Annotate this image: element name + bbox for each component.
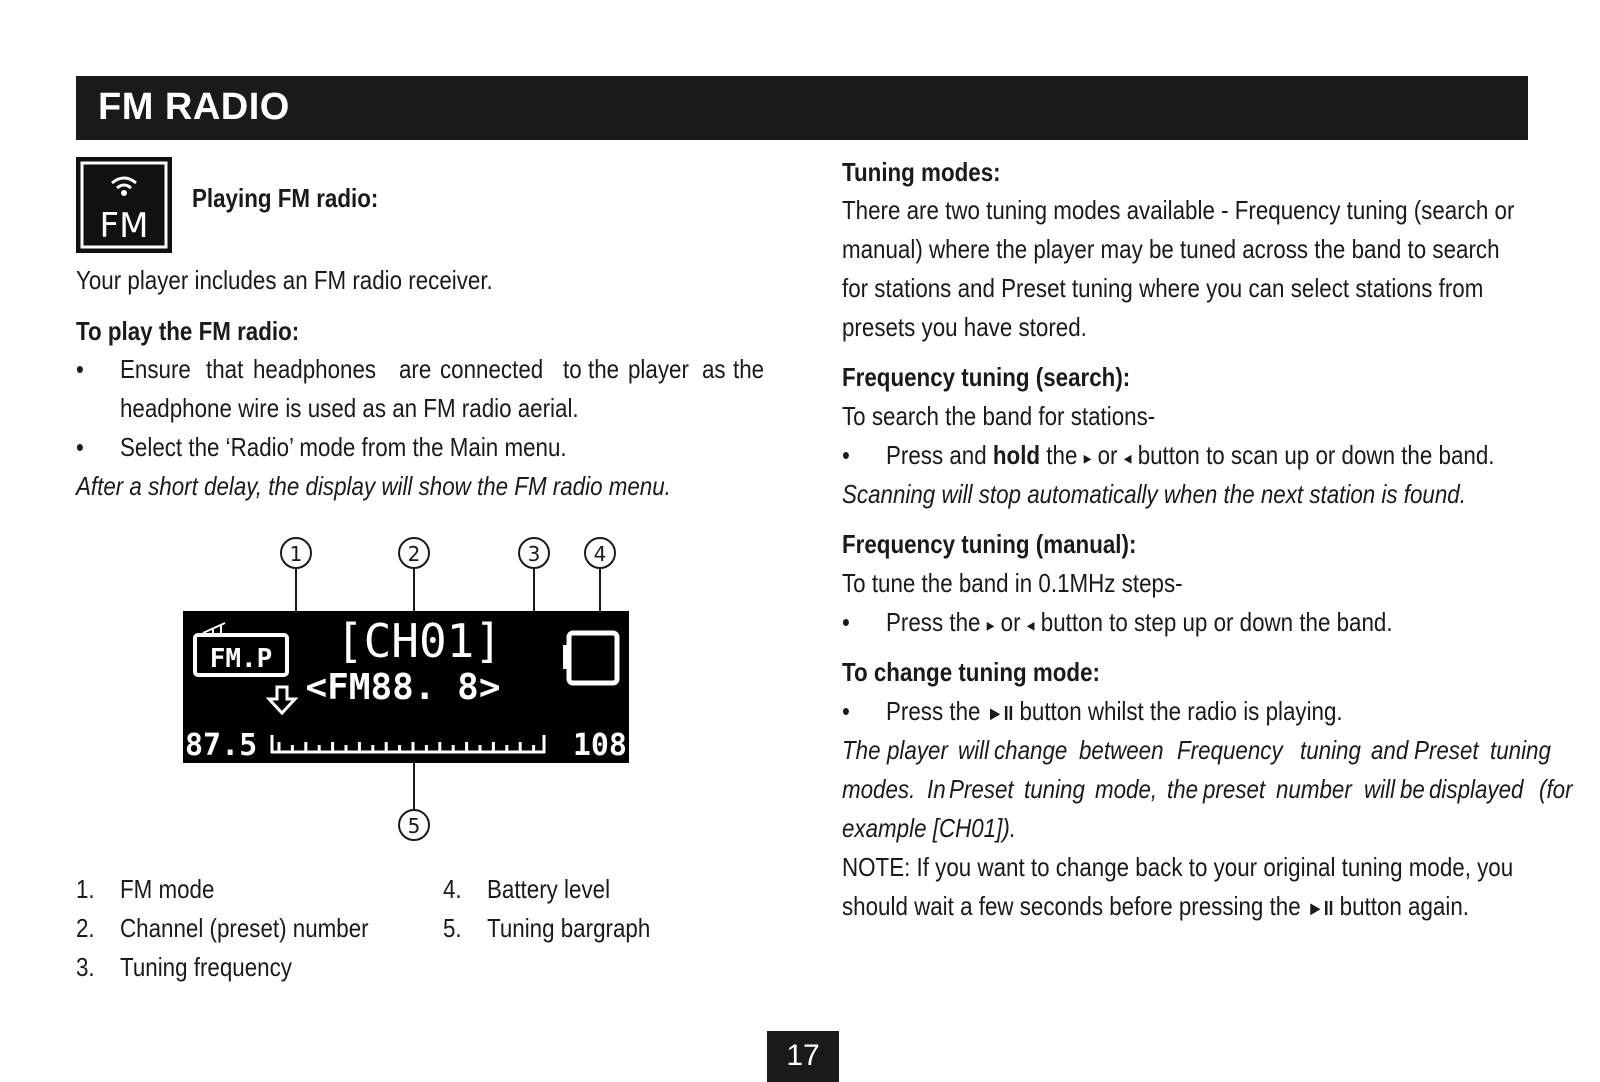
callout-2 [399,538,429,614]
bullet-marker: • [842,440,850,470]
word: are [399,354,432,384]
text: or [1091,440,1124,470]
callout-5 [399,755,429,840]
text: Press the [886,696,987,726]
band-max-label: 108 [572,728,627,763]
fm-mode-text: FM.P [209,644,273,674]
search-bullet [886,436,1494,478]
word: change [993,735,1068,765]
legend-num: 5. [443,913,462,943]
word: tuning [1489,735,1551,765]
word: modes. [842,774,916,804]
bullet-marker: • [76,354,84,384]
legend-label-bargraph: Tuning bargraph [487,913,651,943]
word: to [563,354,582,384]
bullet-marker: • [76,432,84,462]
word: Preset [1414,735,1480,765]
note-line2 [842,887,1469,929]
tuning-modes-line: manual) where the player may be tuned across the band to search [842,234,1500,264]
text: button whilst the radio is playing. [1013,696,1343,726]
legend-num: 2. [76,913,95,943]
tuning-pointer-arrow-icon [269,687,295,713]
lcd-graphic [183,611,629,763]
text: button to scan up or down the band. [1131,440,1495,470]
battery-icon [563,633,617,683]
legend-label-fm-mode: FM mode [120,874,215,904]
manual-intro: To tune the band in 0.1MHz steps- [842,568,1183,598]
after-delay-note: After a short delay, the display will show the FM radio menu. [76,471,671,501]
prev-icon: ◂ [1026,615,1035,635]
word: Ensure [120,354,191,384]
fm-icon-graphic [76,157,172,253]
change-mode-bullet [886,692,1343,734]
text: should wait a few seconds before pressing the [842,891,1307,921]
word: will [957,735,989,765]
word: Frequency [1177,735,1284,765]
manual-bullet [886,603,1393,645]
word: (for [1538,774,1573,804]
search-heading: Frequency tuning (search): [842,362,1131,392]
legend-label-channel: Channel (preset) number [120,913,369,943]
prev-icon: ◂ [1123,448,1132,468]
play-pause-icon: ►II [1306,898,1334,920]
word: will [1363,774,1395,804]
word: player [886,735,948,765]
word: headphones [252,354,376,384]
word: the [732,354,765,384]
intro-text: Your player includes an FM radio receiver. [76,265,493,295]
word: displayed [1428,774,1524,804]
lcd-display [183,611,629,763]
play-pause-icon: ►II [986,703,1014,725]
word: connected [439,354,544,384]
word: preset [1203,774,1266,804]
search-note: Scanning will stop automatically when the next station is found. [842,479,1466,509]
page-number: 17 [786,1039,820,1072]
word: In [927,774,946,804]
text: Press the [886,607,987,637]
change-note-line2 [842,770,1573,809]
word: Preset [948,774,1014,804]
play-heading: To play the FM radio: [76,316,300,346]
change-note-line1 [842,731,1551,770]
search-intro: To search the band for stations- [842,401,1156,431]
fm-icon-text: FM [99,206,149,246]
tuning-modes-line: presets you have stored. [842,312,1087,342]
word: the [588,354,620,384]
frequency-text: <FM88. 8> [305,667,501,708]
legend-num: 3. [76,952,95,982]
page-number-box [767,1031,839,1082]
word: mode, [1094,774,1158,804]
text: Press and [886,440,993,470]
hold-emphasis: hold [992,440,1041,470]
bullet-marker: • [842,607,850,637]
word: the [1167,774,1199,804]
svg-text:4: 4 [593,542,607,566]
next-icon: ▸ [986,615,995,635]
tuning-modes-line: There are two tuning modes available - Frequency tuning (search or [842,195,1515,225]
svg-text:3: 3 [527,542,541,566]
next-icon: ▸ [1083,448,1092,468]
manual-heading: Frequency tuning (manual): [842,529,1137,559]
svg-text:5: 5 [407,814,421,838]
word: number [1275,774,1352,804]
legend-label-frequency: Tuning frequency [120,952,292,982]
word: between [1079,735,1164,765]
bullet-marker: • [842,696,850,726]
word: and [1371,735,1409,765]
legend-label-battery: Battery level [487,874,611,904]
word: be [1399,774,1425,804]
svg-text:2: 2 [407,542,421,566]
channel-text: [CH01] [335,614,503,668]
legend-num: 1. [76,874,95,904]
text: button to step up or down the band. [1034,607,1393,637]
bullet1-line2: headphone wire is used as an FM radio aerial. [120,393,579,423]
word: that [205,354,244,384]
tuning-modes-heading: Tuning modes: [842,157,1001,187]
tuning-modes-line: for stations and Preset tuning where you can select stations from [842,273,1484,303]
tuning-bargraph [271,735,545,753]
word: tuning [1300,735,1362,765]
section-title: FM RADIO [98,86,290,128]
text: the [1040,440,1084,470]
playing-fm-title: Playing FM radio: [192,183,379,213]
note-line1: NOTE: If you want to change back to your original tuning mode, you [842,852,1514,882]
word: tuning [1024,774,1086,804]
text: or [994,607,1027,637]
band-min-label: 87.5 [185,728,258,763]
bullet2-text: Select the ‘Radio’ mode from the Main menu. [120,432,567,462]
section-header-bar [76,76,1528,140]
bullet1-line1 [120,350,765,389]
fm-radio-icon [76,157,172,253]
svg-text:1: 1 [289,542,303,566]
legend-num: 4. [443,874,462,904]
text: button again. [1333,891,1469,921]
change-note-line3: example [CH01]). [842,813,1016,843]
word: player [627,354,689,384]
word: as [702,354,726,384]
change-mode-heading: To change tuning mode: [842,657,1100,687]
word: The [842,735,881,765]
